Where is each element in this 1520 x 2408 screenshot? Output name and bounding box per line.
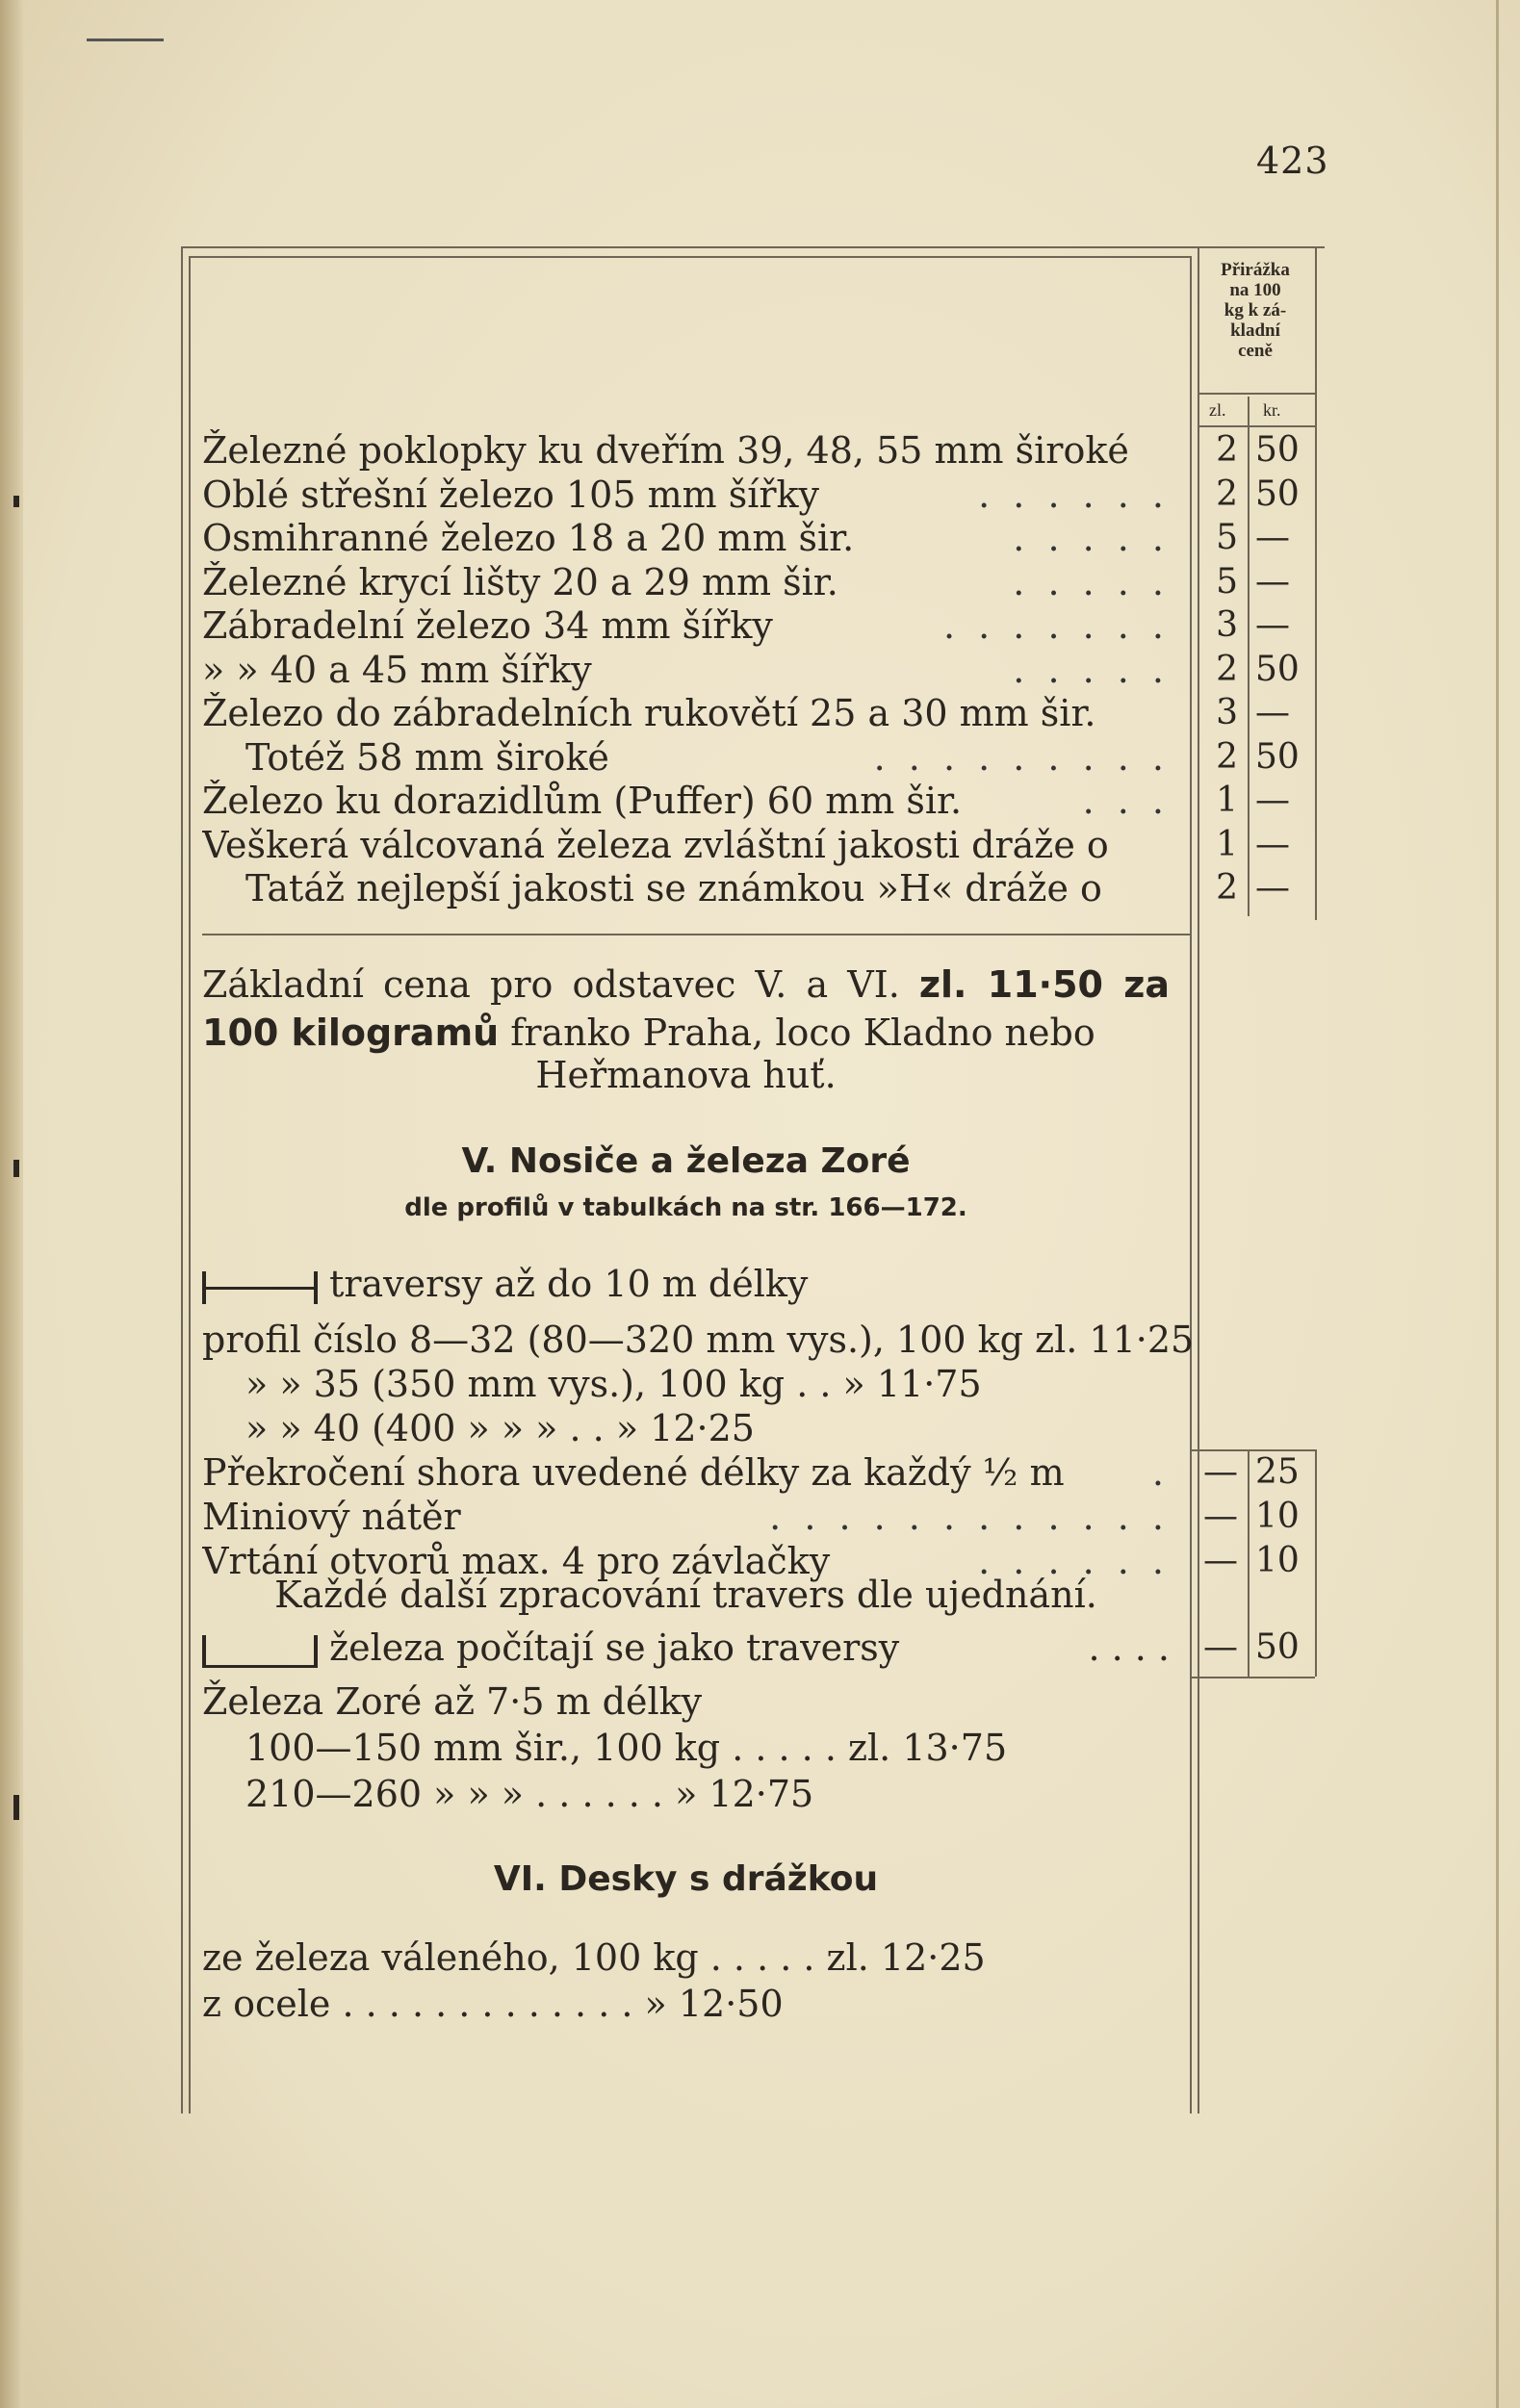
leader-dots: . <box>1151 1451 1170 1494</box>
row-description: Osmihranné železo 18 a 20 mm šir. <box>202 517 855 559</box>
leader-dots: . . . . . <box>1013 517 1170 559</box>
surcharge-description: Vrtání otvorů max. 4 pro závlačky <box>202 1540 831 1582</box>
surcharge-row <box>202 1451 1170 1494</box>
price-kr: — <box>1255 518 1290 557</box>
price-zl: 3 <box>1216 693 1238 732</box>
price-zl: 2 <box>1216 737 1238 777</box>
table-row <box>202 561 1170 603</box>
table-row <box>202 780 1170 822</box>
leader-dots: . . . . . <box>1013 649 1170 691</box>
desky-line: ze železa váleného, 100 kg . . . . . zl. 12·25 <box>202 1936 986 1979</box>
section-v-subtitle: dle profilů v tabulkách na str. 166—172. <box>404 1193 967 1222</box>
row-description: Železo ku dorazidlům (Puffer) 60 mm šir. <box>202 780 963 822</box>
table-row <box>202 429 1170 472</box>
surcharge-description: Překročení shora uvedené délky za každý ½ m <box>202 1451 1065 1494</box>
surcharge-row <box>202 1496 1170 1538</box>
price-kr: 50 <box>1255 650 1300 689</box>
table-row <box>202 692 1170 734</box>
base-price-line-3: Heřmanova huť. <box>535 1054 837 1096</box>
unit-kr-label: kr. <box>1263 400 1281 420</box>
margin-mark <box>13 496 19 507</box>
top-rule <box>87 38 164 41</box>
table-row <box>202 517 1170 559</box>
margin-mark <box>13 1795 19 1820</box>
row-description: Železné krycí lišty 20 a 29 mm šir. <box>202 561 838 603</box>
header-line: ceně <box>1238 341 1273 361</box>
other-processing-note: Každé další zpracování travers dle ujednání. <box>274 1574 1097 1616</box>
surcharge-description: Miniový nátěr <box>202 1496 461 1538</box>
price-header-rule <box>1198 393 1315 395</box>
profile-line: » » 35 (350 mm vys.), 100 kg . . » 11·75 <box>245 1363 982 1405</box>
surcharge-kr: 10 <box>1255 1541 1300 1580</box>
price-kr: 50 <box>1255 737 1300 777</box>
price-kr: 50 <box>1255 430 1300 470</box>
table-bottom-rule <box>202 934 1190 935</box>
table-row <box>202 824 1170 866</box>
leader-dots: . . . . . . <box>978 1540 1170 1582</box>
zore-title: Železa Zoré až 7·5 m délky <box>202 1680 703 1723</box>
desky-line: z ocele . . . . . . . . . . . . . » 12·50 <box>202 1983 784 2025</box>
surcharge-kr: 10 <box>1255 1497 1300 1536</box>
channel-beam-icon <box>202 1635 318 1668</box>
price-zl: 5 <box>1216 518 1238 557</box>
price-zl: 2 <box>1216 430 1238 470</box>
row-description: Železo do zábradelních rukovětí 25 a 30 mm šir. <box>202 692 1096 734</box>
price-zl: 3 <box>1216 605 1238 645</box>
price-kr: — <box>1255 562 1290 602</box>
surcharge-bottom-rule <box>1190 1677 1315 1678</box>
unit-zl-label: zl. <box>1209 400 1226 420</box>
channel-row <box>202 1625 1170 1671</box>
price-zl: 2 <box>1216 650 1238 689</box>
surcharge-column-right-rule <box>1315 1449 1317 1677</box>
price-zl: 5 <box>1216 562 1238 602</box>
surcharge-zl: — <box>1203 1452 1238 1492</box>
leader-dots: . . . . . . . . . <box>873 736 1170 779</box>
header-line: na 100 <box>1229 280 1281 300</box>
base-price-text-2: franko Praha, loco Kladno nebo <box>499 1012 1095 1054</box>
channel-zl: — <box>1203 1627 1238 1667</box>
base-price-amount: zl. 11·50 za 100 kilogramů <box>202 963 1170 1054</box>
traversy-text: traversy až do 10 m délky <box>329 1263 809 1305</box>
frame-left-rule-inner <box>189 256 191 2113</box>
frame-top-rule-inner <box>189 256 1190 258</box>
price-kr: — <box>1255 605 1290 645</box>
price-column-left-rule <box>1190 256 1192 2113</box>
price-kr: — <box>1255 693 1290 732</box>
row-description: Veškerá válcovaná železa zvláštní jakosti dráže o <box>202 824 1109 866</box>
surcharge-zl: — <box>1203 1541 1238 1580</box>
book-spine <box>0 0 23 2408</box>
table-row <box>202 649 1170 691</box>
zore-line: 100—150 mm šir., 100 kg . . . . . zl. 13·75 <box>245 1727 1008 1769</box>
surcharge-zl: — <box>1203 1497 1238 1536</box>
price-kr: 50 <box>1255 474 1300 514</box>
price-kr: — <box>1255 868 1290 908</box>
leader-dots: . . . <box>1082 780 1170 822</box>
row-description: Tatáž nejlepší jakosti se známkou »H« dráže o <box>245 867 1102 909</box>
price-column-header <box>1198 260 1313 361</box>
leader-dots: . . . . . <box>1013 561 1170 603</box>
price-zl: 2 <box>1216 868 1238 908</box>
section-v-title: V. Nosiče a železa Zoré <box>461 1141 911 1181</box>
surcharge-column-divider <box>1248 1449 1249 1677</box>
table-row <box>245 867 1170 909</box>
header-line: Přirážka <box>1221 260 1290 280</box>
row-description: Zábradelní železo 34 mm šířky <box>202 604 773 647</box>
price-kr: — <box>1255 825 1290 864</box>
price-zl: 1 <box>1216 825 1238 864</box>
price-column-right-rule <box>1315 246 1317 920</box>
header-line: kladní <box>1230 320 1280 341</box>
price-kr: — <box>1255 781 1290 820</box>
row-description: » » 40 a 45 mm šířky <box>202 649 592 691</box>
base-price-text: Základní cena pro odstavec V. a VI. <box>202 963 919 1006</box>
price-zl: 2 <box>1216 474 1238 514</box>
row-description: Oblé střešní železo 105 mm šířky <box>202 474 820 516</box>
header-line: kg k zá- <box>1224 300 1287 320</box>
base-price-paragraph <box>202 961 1170 1057</box>
margin-mark <box>13 1160 19 1177</box>
page-number: 423 <box>1256 140 1329 182</box>
i-beam-icon <box>202 1271 318 1304</box>
price-zl: 1 <box>1216 781 1238 820</box>
row-description: Železné poklopky ku dveřím 39, 48, 55 mm široké <box>202 429 1129 472</box>
surcharge-kr: 25 <box>1255 1452 1300 1492</box>
profile-line: profil číslo 8—32 (80—320 mm vys.), 100 kg zl. 11·25 <box>202 1319 1195 1361</box>
price-column-divider <box>1248 397 1249 916</box>
leader-dots: . . . . . . . . . . . . <box>769 1496 1170 1538</box>
channel-text: železa počítají se jako traversy <box>329 1627 900 1669</box>
row-description: Totéž 58 mm široké <box>245 736 609 779</box>
channel-kr: 50 <box>1255 1627 1300 1667</box>
table-row <box>202 604 1170 647</box>
frame-left-rule <box>181 246 183 2113</box>
surcharge-top-rule <box>1190 1449 1315 1451</box>
section-vi-title-text: VI. Desky s drážkou <box>493 1859 879 1899</box>
price-units-rule <box>1198 425 1315 427</box>
frame-top-rule <box>181 246 1325 248</box>
page-edge <box>1496 0 1499 2408</box>
table-row <box>202 474 1170 516</box>
table-row <box>245 736 1170 779</box>
section-vi-title <box>202 1856 1170 1904</box>
channel-dots: . . . . <box>1088 1627 1170 1669</box>
leader-dots: . . . . . . <box>978 474 1170 516</box>
zore-line: 210—260 » » » . . . . . . » 12·75 <box>245 1773 814 1815</box>
leader-dots: . . . . . . . <box>942 604 1170 647</box>
traversy-line <box>202 1261 808 1307</box>
profile-line: » » 40 (400 » » » . . » 12·25 <box>245 1407 755 1449</box>
